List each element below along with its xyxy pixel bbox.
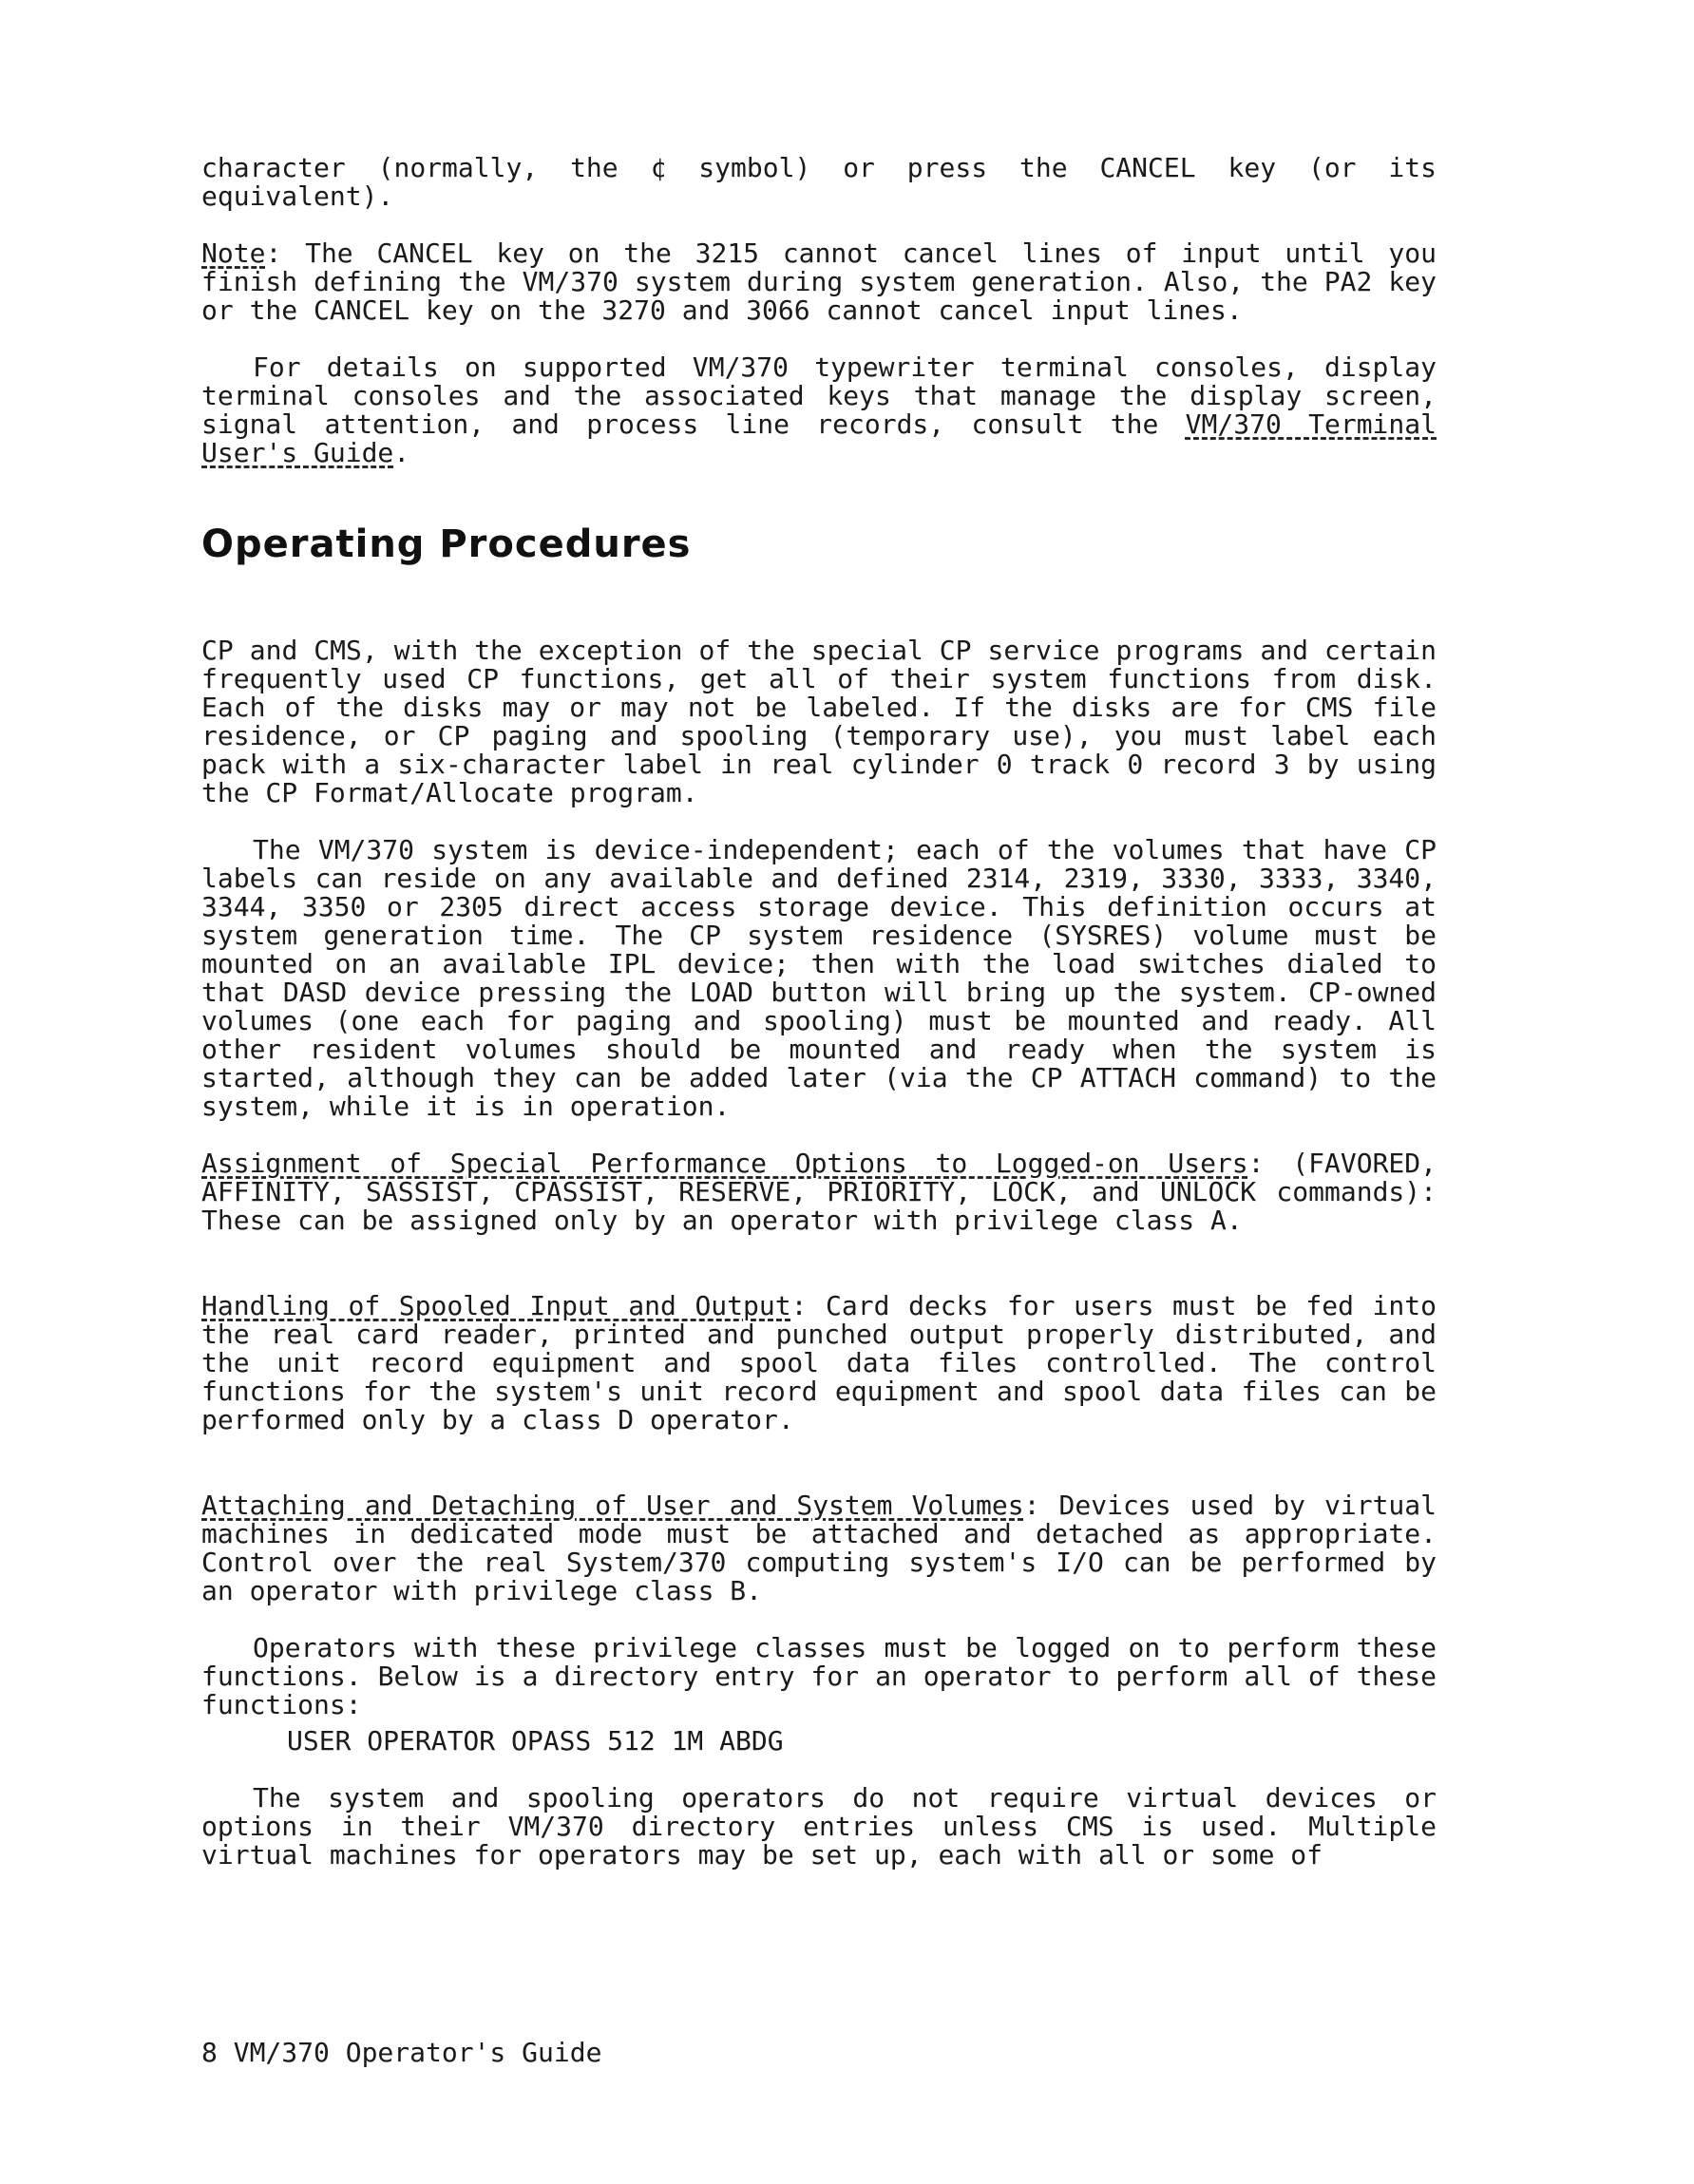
note-label: Note <box>201 237 266 269</box>
section-performance-options <box>201 1149 1437 1235</box>
note-paragraph <box>201 239 1437 325</box>
section-attaching-volumes <box>201 1491 1437 1605</box>
section-heading: Operating Procedures <box>201 522 692 566</box>
spooled-io-title: Handling of Spooled Input and Output <box>201 1290 791 1321</box>
paragraph-privilege-classes: Operators with these privilege classes must be logged on to perform these functions. Below is a directory entry for an operator to perform all of these functions: <box>201 1632 1437 1720</box>
performance-options-title: Assignment of Special Performance Options to Logged-on Users <box>201 1148 1248 1179</box>
details-paragraph <box>201 353 1437 467</box>
attaching-volumes-title: Attaching and Detaching of User and System Volumes <box>201 1490 1024 1521</box>
page-footer: 8 VM/370 Operator's Guide <box>201 2037 602 2068</box>
performance-options-text: : (FAVORED, AFFINITY, SASSIST, CPASSIST, RESERVE, PRIORITY, LOCK, and UNLOCK commands): These can be assigned only by an operator with privilege class A. <box>201 1148 1437 1236</box>
page-content <box>201 154 1437 1870</box>
details-reference: VM/370 Terminal User's Guide <box>201 408 1437 468</box>
directory-entry-code: USER OPERATOR OPASS 512 1M ABDG <box>287 1725 784 1757</box>
details-end: . <box>393 437 410 468</box>
spooled-io-text: : Card decks for users must be fed into the real card reader, printed and punched output properly distributed, and the unit record equipment and spool data files controlled. The control functions for the system's unit record equipment and spool data files can be performed only by a class D operator. <box>201 1290 1437 1435</box>
continued-paragraph <box>201 154 1437 211</box>
details-text: For details on supported VM/370 typewriter terminal consoles, display terminal consoles and the associated keys that manage the display screen, signal attention, and process line records, consult the <box>201 351 1437 440</box>
attaching-volumes-text: : Devices used by virtual machines in dedicated mode must be attached and detached as appropriate. Control over the real System/370 computing system's I/O can be performed by an operator with privilege class B. <box>201 1490 1437 1606</box>
paragraph-cp-cms: CP and CMS, with the exception of the special CP service programs and certain frequently used CP functions, get all of their system functions from disk. Each of the disks may or may not be labeled. If the disks are for CMS file residence, or CP paging and spooling (temporary use), you must label each pack with a six-character label in real cylinder 0 track 0 record 3 by using the CP Format/Allocate program. <box>201 635 1437 808</box>
continued-text: character (normally, the ¢ symbol) or press the CANCEL key (or its equivalent). <box>201 152 1437 212</box>
section-spooled-io <box>201 1292 1437 1434</box>
paragraph-operators: The system and spooling operators do not require virtual devices or options in their VM/370 directory entries unless CMS is used. Multiple virtual machines for operators may be set up, each with all or some of <box>201 1782 1437 1871</box>
paragraph-device-independent: The VM/370 system is device-independent; each of the volumes that have CP labels can reside on any available and defined 2314, 2319, 3330, 3333, 3340, 3344, 3350 or 2305 direct access storage device. This definition occurs at system generation time. The CP system residence (SYSRES) volume must be mounted on an available IPL device; then with the load switches dialed to that DASD device pressing the LOAD button will bring up the system. CP-owned volumes (one each for paging and spooling) must be mounted and ready. All other resident volumes should be mounted and ready when the system is started, although they can be added later (via the CP ATTACH command) to the system, while it is in operation. <box>201 834 1437 1122</box>
note-text: : The CANCEL key on the 3215 cannot cancel lines of input until you finish defining the VM/370 system during system generation. Also, the PA2 key or the CANCEL key on the 3270 and 3066 cannot cancel input lines. <box>201 237 1437 326</box>
